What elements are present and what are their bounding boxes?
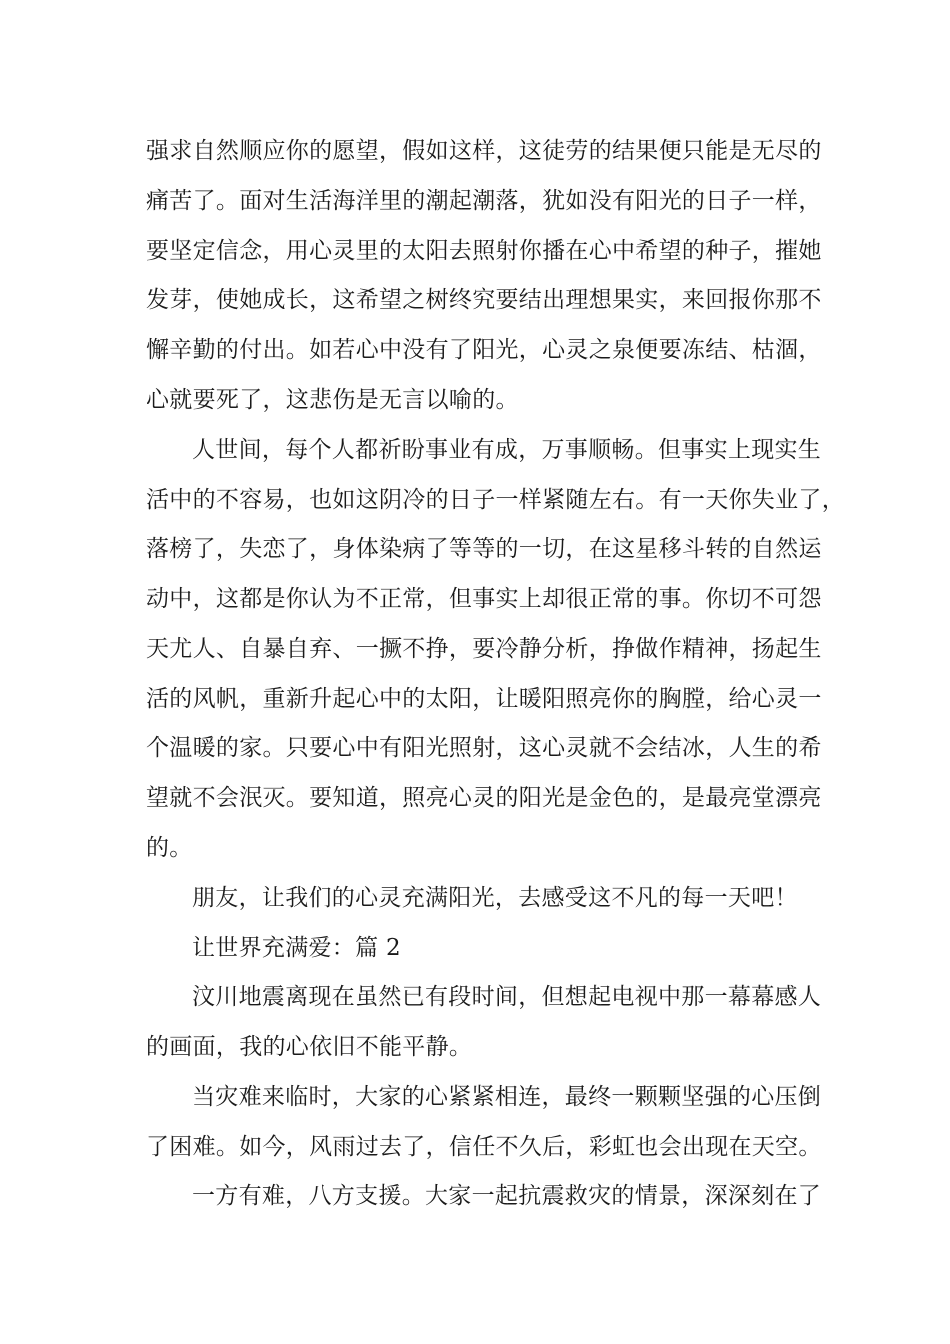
text-line: 天尤人、自暴自弃、一撅不挣，要冷静分析，挣做作精神，扬起生 [146, 636, 822, 662]
paragraph-start-line: 人世间，每个人都祈盼事业有成，万事顺畅。但事实上现实生 [192, 437, 822, 463]
text-line: 个温暖的家。只要心中有阳光照射，这心灵就不会结冰，人生的希 [146, 735, 822, 761]
paragraph-start-line: 朋友，让我们的心灵充满阳光，去感受这不凡的每一天吧！ [192, 885, 798, 911]
text-line: 痛苦了。面对生活海洋里的潮起潮落，犹如没有阳光的日子一样， [146, 188, 822, 214]
paragraph-start-line: 当灾难来临时，大家的心紧紧相连，最终一颗颗坚强的心压倒 [192, 1084, 822, 1110]
text-line: 活的风帆，重新升起心中的太阳，让暖阳照亮你的胸膛，给心灵一 [146, 686, 822, 712]
text-line: 强求自然顺应你的愿望，假如这样，这徒劳的结果便只能是无尽的 [146, 138, 822, 164]
section-heading: 让世界充满爱：篇 2 [192, 935, 401, 961]
text-line: 的。 [146, 835, 193, 861]
paragraph-start-line: 一方有难，八方支援。大家一起抗震救灾的情景，深深刻在了 [192, 1183, 822, 1209]
text-line: 落榜了，失恋了，身体染病了等等的一切，在这星移斗转的自然运 [146, 536, 822, 562]
text-line: 心就要死了，这悲伤是无言以喻的。 [146, 387, 519, 413]
text-line: 活中的不容易，也如这阴冷的日子一样紧随左右。有一天你失业了， [146, 487, 845, 513]
text-line: 动中，这都是你认为不正常，但事实上却很正常的事。你切不可怨 [146, 586, 822, 612]
text-line: 懈辛勤的付出。如若心中没有了阳光，心灵之泉便要冻结、枯涸， [146, 337, 822, 363]
paragraph-start-line: 汶川地震离现在虽然已有段时间，但想起电视中那一幕幕感人 [192, 984, 822, 1010]
text-line: 了困难。如今，风雨过去了，信任不久后，彩虹也会出现在天空。 [146, 1134, 822, 1160]
text-line: 的画面，我的心依旧不能平静。 [146, 1034, 473, 1060]
text-line: 望就不会泯灭。要知道，照亮心灵的阳光是金色的，是最亮堂漂亮 [146, 785, 822, 811]
text-line: 发芽，使她成长，这希望之树终究要结出理想果实，来回报你那不 [146, 287, 822, 313]
text-line: 要坚定信念，用心灵里的太阳去照射你播在心中希望的种子，摧她 [146, 238, 822, 264]
